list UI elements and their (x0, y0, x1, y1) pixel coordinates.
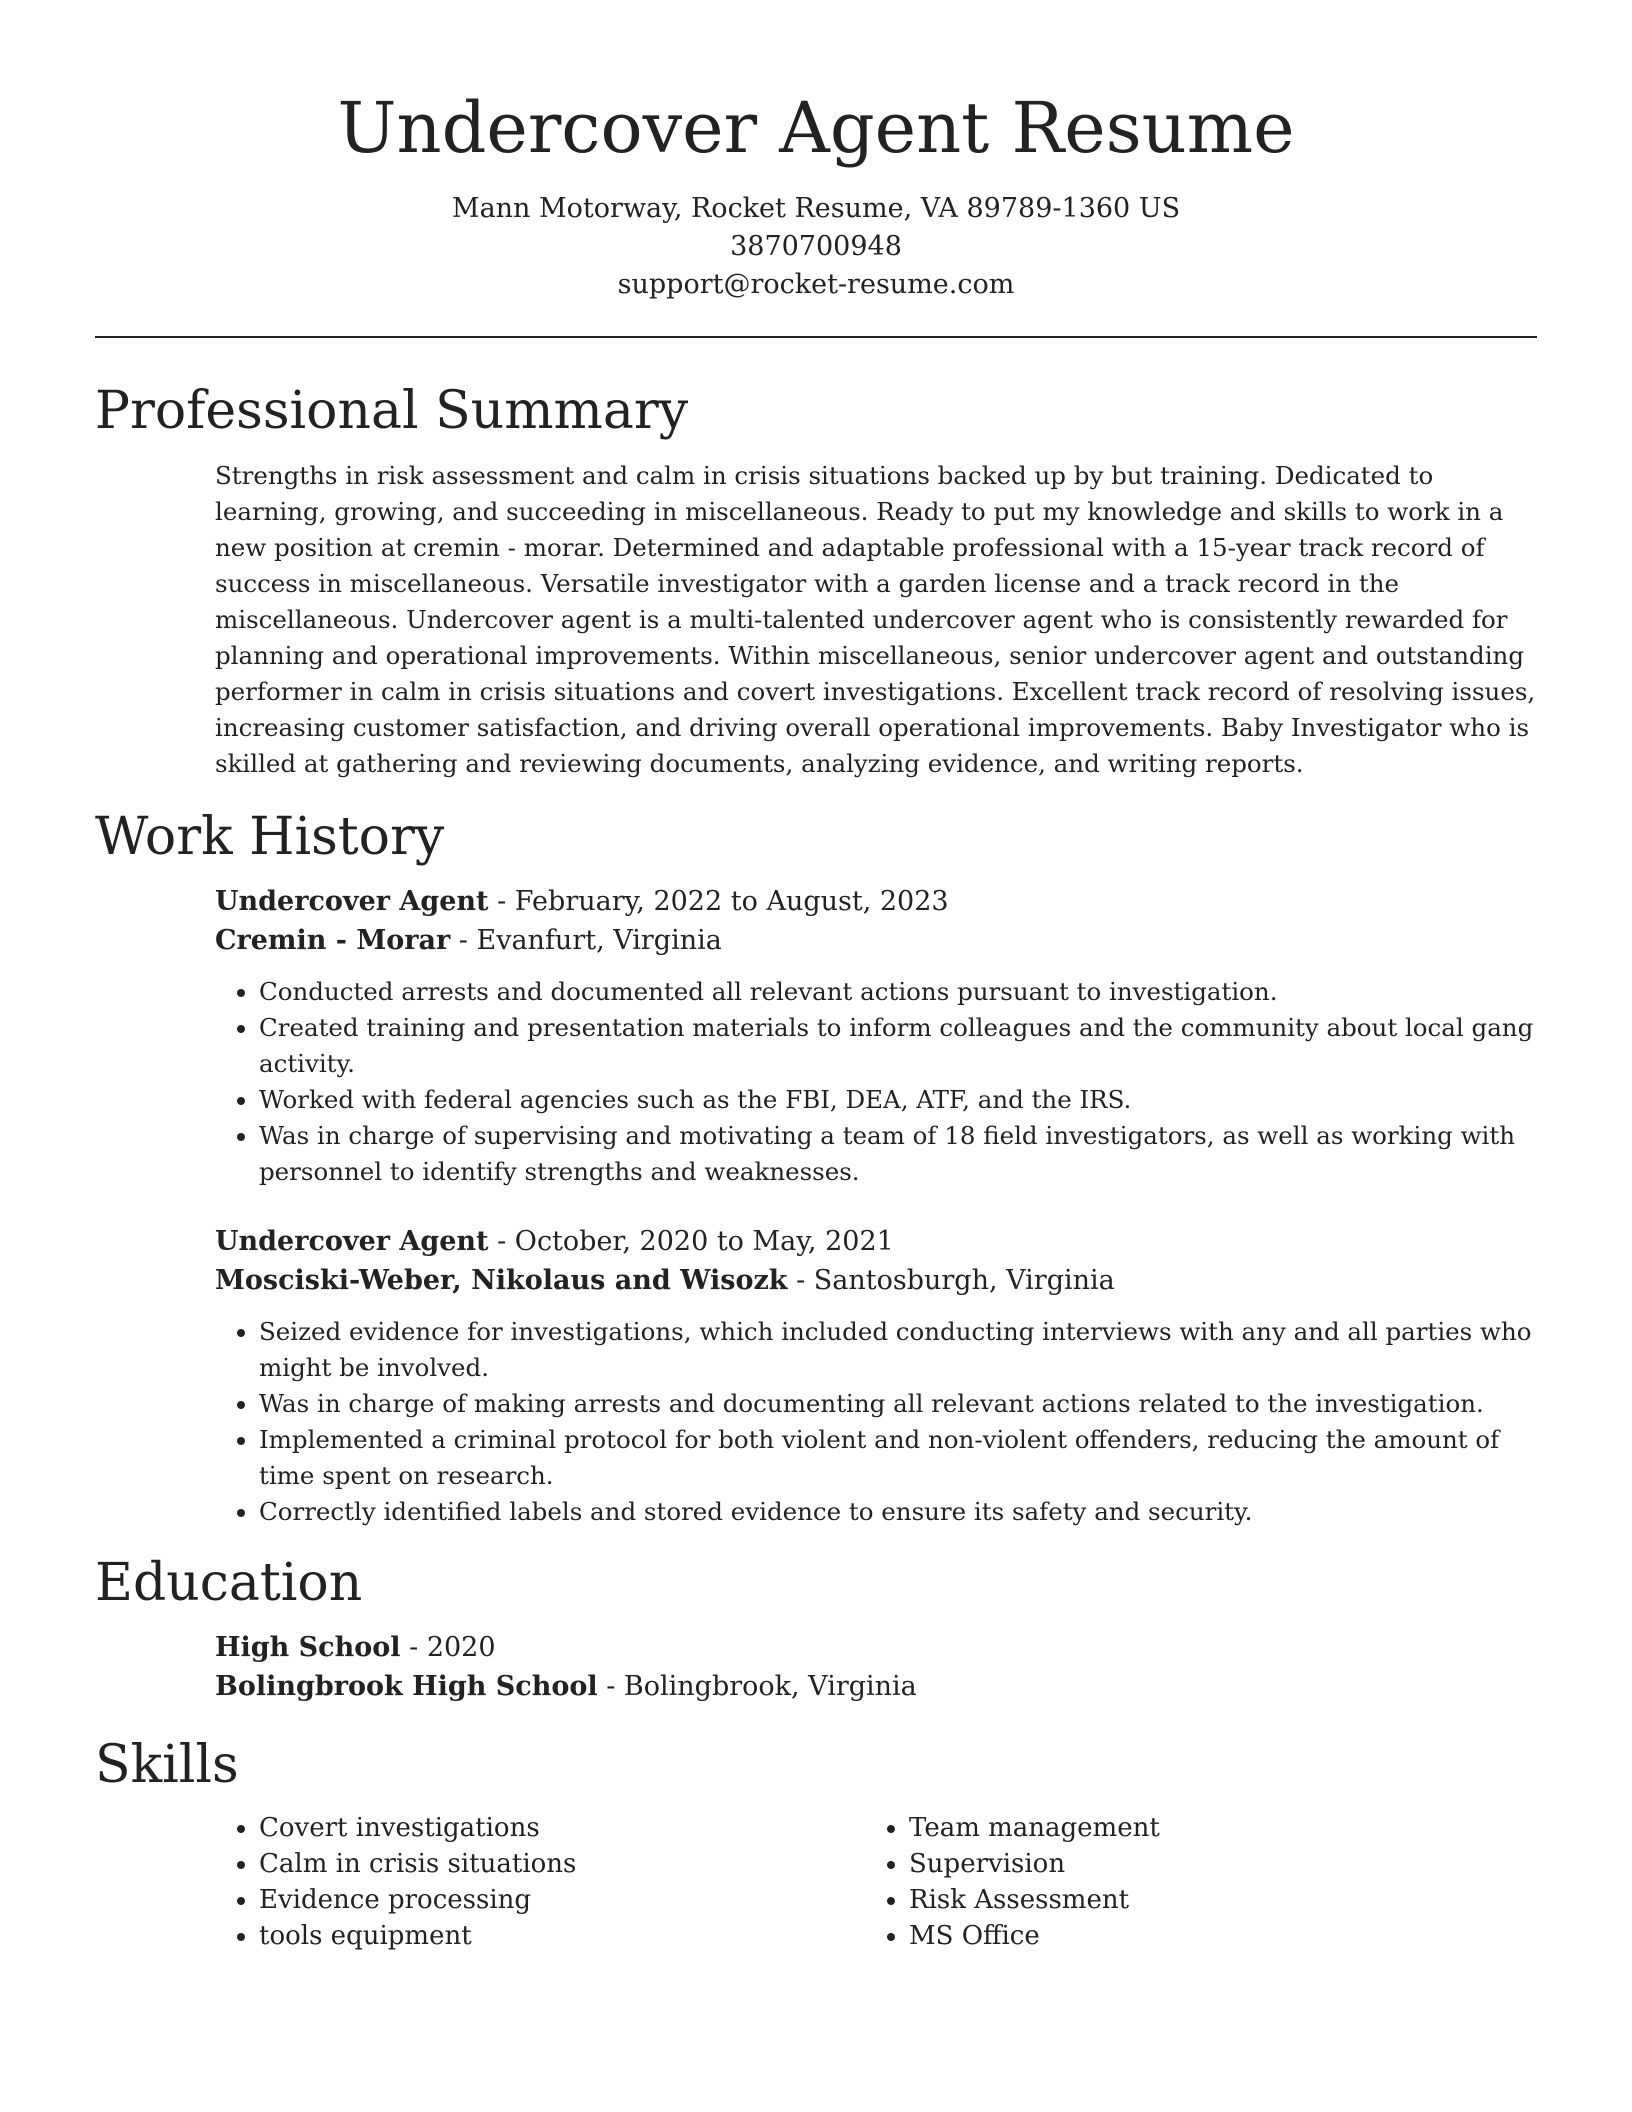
work-history-section (215, 882, 1537, 1530)
job-title: Undercover Agent (215, 886, 489, 917)
skill-item: • Covert investigations (259, 1810, 865, 1846)
skill-item: • Risk Assessment (909, 1882, 1515, 1918)
contact-email: support@rocket-resume.com (617, 269, 1015, 300)
skills-column-right (865, 1810, 1515, 1954)
job-bullet: • Created training and presentation materials to inform colleagues and the community about local gang activity. (259, 1010, 1537, 1082)
education-location: - Bolingbrook, Virginia (597, 1671, 917, 1702)
job-dates: - October, 2020 to May, 2021 (488, 1226, 894, 1257)
job-company: Cremin - Morar (215, 925, 451, 956)
education-heading: Education (95, 1553, 363, 1613)
skill-item: • MS Office (909, 1918, 1515, 1954)
skill-item: • Evidence processing (259, 1882, 865, 1918)
skill-item: • Supervision (909, 1846, 1515, 1882)
job-company-line (215, 921, 1537, 960)
job-company: Mosciski-Weber, Nikolaus and Wisozk (215, 1265, 788, 1296)
skills-section (215, 1810, 1537, 1954)
job-bullet: • Was in charge of making arrests and documenting all relevant actions related to the investigation. (259, 1386, 1537, 1422)
job-title-line (215, 882, 1537, 921)
skills-column-left (215, 1810, 865, 1954)
resume-page (95, 0, 1537, 1954)
contact-address: Mann Motorway, Rocket Resume, VA 89789-1360 US (451, 193, 1181, 224)
job-bullet: • Was in charge of supervising and motivating a team of 18 field investigators, as well as working with personnel to identify strengths and weaknesses. (259, 1118, 1537, 1190)
summary-text: Strengths in risk assessment and calm in crisis situations backed up by but training. Dedicated to learning, growing, and succeeding in miscellaneous. Ready to put my knowledge and skills to work in a new position at cremin - morar. Determined and adaptable professional with a 15-year track record of success in miscellaneous. Versatile investigator with a garden license and a track record in the miscellaneous. Undercover agent is a multi-talented undercover agent who is consistently rewarded for planning and operational improvements. Within miscellaneous, senior undercover agent and outstanding performer in calm in crisis situations and covert investigations. Excellent track record of resolving issues, increasing customer satisfaction, and driving overall operational improvements. Baby Investigator who is skilled at gathering and reviewing documents, analyzing evidence, and writing reports. (215, 461, 1536, 778)
skill-item: • tools equipment (259, 1918, 865, 1954)
job-bullet: • Worked with federal agencies such as the FBI, DEA, ATF, and the IRS. (259, 1082, 1537, 1118)
education-degree-line (215, 1628, 1537, 1667)
skills-columns (215, 1810, 1515, 1954)
skills-list-left (215, 1810, 865, 1954)
job-location: - Evanfurt, Virginia (450, 925, 722, 956)
job-entry (215, 1222, 1537, 1530)
job-bullet: • Implemented a criminal protocol for both violent and non-violent offenders, reducing the amount of time spent on research. (259, 1422, 1537, 1494)
job-company-line (215, 1261, 1537, 1300)
job-entry (215, 882, 1537, 1190)
job-bullet: • Conducted arrests and documented all relevant actions pursuant to investigation. (259, 974, 1537, 1010)
summary-heading: Professional Summary (95, 381, 689, 441)
skills-heading: Skills (95, 1735, 239, 1795)
resume-title: Undercover Agent Resume (337, 87, 1295, 169)
header-divider (95, 336, 1537, 338)
contact-block (95, 190, 1537, 304)
job-title: Undercover Agent (215, 1226, 489, 1257)
contact-phone: 3870700948 (730, 231, 902, 262)
summary-section (215, 458, 1537, 782)
job-location: - Santosburgh, Virginia (787, 1265, 1115, 1296)
job-bullet: • Correctly identified labels and stored evidence to ensure its safety and security. (259, 1494, 1537, 1530)
skill-item: • Team management (909, 1810, 1515, 1846)
job-bullets (215, 974, 1537, 1190)
education-section (215, 1628, 1537, 1706)
job-bullets (215, 1314, 1537, 1530)
job-bullet: • Seized evidence for investigations, which included conducting interviews with any and all parties who might be involved. (259, 1314, 1537, 1386)
job-title-line (215, 1222, 1537, 1261)
job-dates: - February, 2022 to August, 2023 (488, 886, 949, 917)
education-year: - 2020 (400, 1632, 496, 1663)
education-school: Bolingbrook High School (215, 1671, 598, 1702)
education-school-line (215, 1667, 1537, 1706)
work-history-heading: Work History (95, 807, 445, 867)
skills-list-right (865, 1810, 1515, 1954)
education-degree: High School (215, 1632, 401, 1663)
skill-item: • Calm in crisis situations (259, 1846, 865, 1882)
